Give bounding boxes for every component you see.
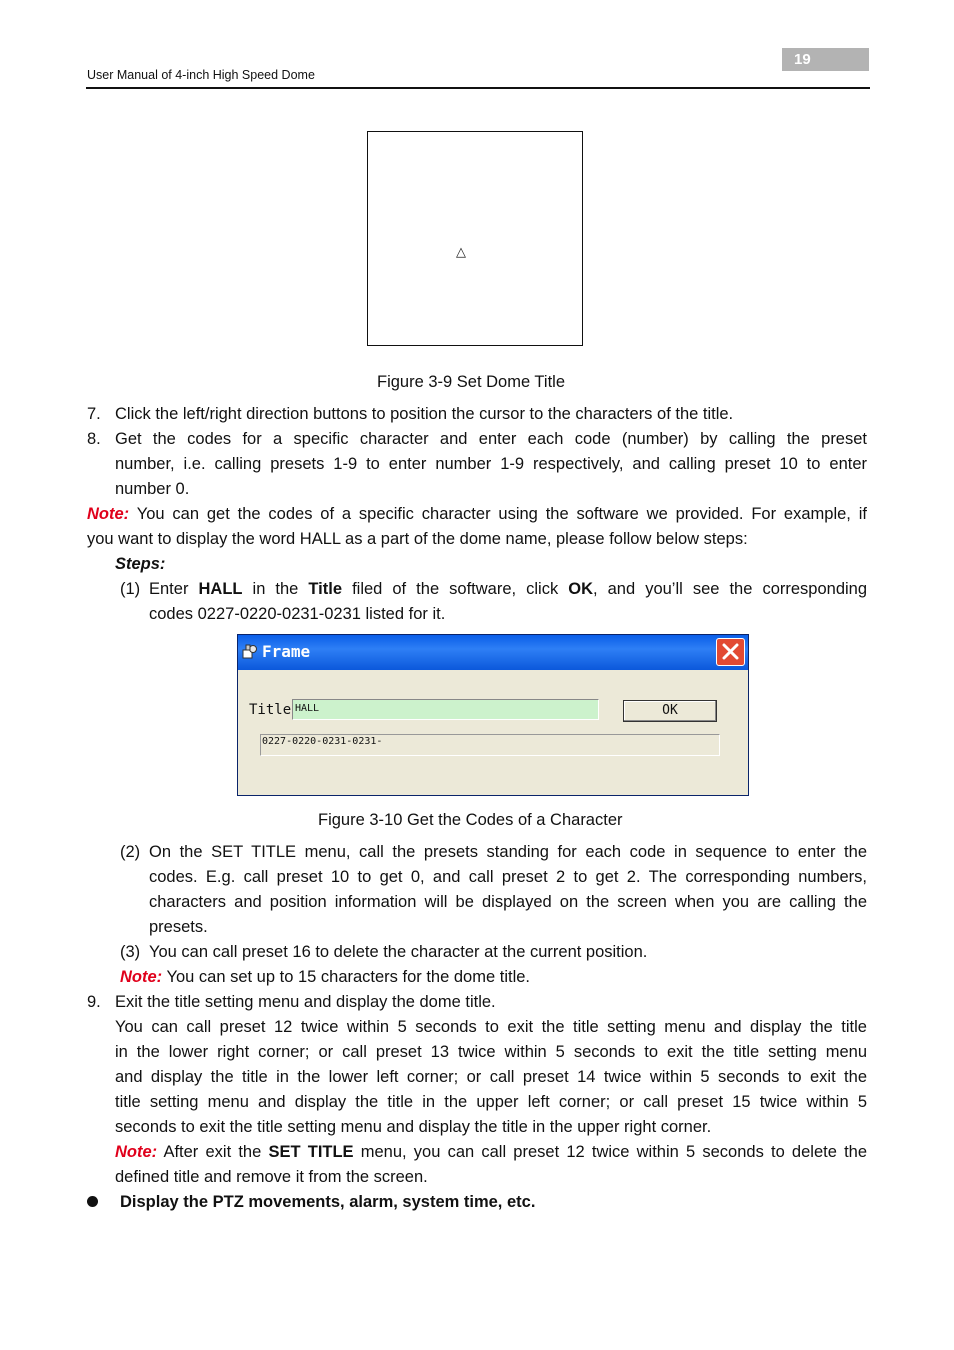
dialog-title-bar[interactable] <box>238 635 748 670</box>
step-9-line-1: You can call preset 12 twice within 5 seconds to exit the title setting menu and display the title <box>115 1018 867 1036</box>
figure-caption-3-9: Figure 3-9 Set Dome Title <box>377 373 565 391</box>
step-number: 8. <box>87 430 101 448</box>
ok-button[interactable]: OK <box>623 700 717 722</box>
note-1-line-1: Note: You can get the codes of a specific character using the software we provided. For example, if <box>87 505 867 523</box>
close-icon <box>722 643 739 660</box>
note-3-line-1: Note: After exit the SET TITLE menu, you can call preset 12 twice within 5 seconds to delete the <box>115 1143 868 1161</box>
note-label: Note: <box>115 1143 158 1161</box>
step-9-line-4: title setting menu and display the title in the upper left corner; or call preset 15 twice within 5 <box>115 1093 867 1111</box>
substep-1-line-1: Enter HALL in the Title filed of the software, click OK, and you’ll see the corresponding <box>149 580 868 598</box>
note-label: Note: <box>87 505 130 523</box>
bullet-icon <box>87 1196 98 1207</box>
close-button[interactable] <box>716 638 745 666</box>
step-9-heading: Exit the title setting menu and display the dome title. <box>115 993 496 1011</box>
substep-number: (3) <box>120 943 141 961</box>
dome-title-figure <box>367 131 583 346</box>
step-8-line-2: number, i.e. calling presets 1-9 to enter number 1-9 respectively, and calling preset 10 to enter <box>115 455 867 473</box>
substep-2-line-4: presets. <box>149 918 208 936</box>
frame-dialog <box>237 634 749 796</box>
note-label: Note: <box>120 968 163 986</box>
dialog-title: Frame <box>262 642 311 661</box>
substep-number: (1) <box>120 580 141 598</box>
page-number: 19 <box>782 48 869 71</box>
step-number: 7. <box>87 405 101 423</box>
substep-3-text: You can call preset 16 to delete the character at the current position. <box>149 943 648 961</box>
figure-caption-3-10: Figure 3-10 Get the Codes of a Character <box>318 811 623 829</box>
bullet-heading: Display the PTZ movements, alarm, system time, etc. <box>120 1193 536 1211</box>
step-9-line-2: in the lower right corner; or call preset 13 twice within 5 seconds to exit the title setting menu <box>115 1043 867 1061</box>
substep-number: (2) <box>120 843 141 861</box>
codes-output-field[interactable]: 0227-0220-0231-0231- <box>260 734 720 756</box>
note-1-line-2: you want to display the word HALL as a part of the dome name, please follow below steps: <box>87 530 748 548</box>
title-field-label: Title <box>249 702 292 718</box>
header-divider <box>86 87 870 89</box>
steps-label: Steps: <box>115 555 166 573</box>
substep-1-line-2: codes 0227-0220-0231-0231 listed for it. <box>149 605 446 623</box>
note-3-line-2: defined title and remove it from the screen. <box>115 1168 428 1186</box>
step-9-line-5: seconds to exit the title setting menu and display the title in the upper right corner. <box>115 1118 712 1136</box>
step-8-line-3: number 0. <box>115 480 190 498</box>
substep-2-line-1: On the SET TITLE menu, call the presets standing for each code in sequence to enter the <box>149 843 867 861</box>
cursor-triangle-icon: △ <box>456 244 466 259</box>
step-number: 9. <box>87 993 101 1011</box>
app-icon <box>242 644 258 660</box>
title-input[interactable]: HALL <box>292 699 599 720</box>
step-7-text: Click the left/right direction buttons to position the cursor to the characters of the title. <box>115 405 734 423</box>
step-9-line-3: and display the title in the lower left corner; or call preset 14 twice within 5 seconds to exit the <box>115 1068 867 1086</box>
running-header: User Manual of 4-inch High Speed Dome <box>87 68 315 82</box>
substep-2-line-2: codes. E.g. call preset 10 to get 0, and call preset 2 to get 2. The corresponding numbers, <box>149 868 867 886</box>
substep-2-line-3: characters and position information will be displayed on the screen when you are calling the <box>149 893 867 911</box>
step-8-line-1: Get the codes for a specific character and enter each code (number) by calling the preset <box>115 430 867 448</box>
note-2: Note: You can set up to 15 characters for the dome title. <box>120 968 530 986</box>
